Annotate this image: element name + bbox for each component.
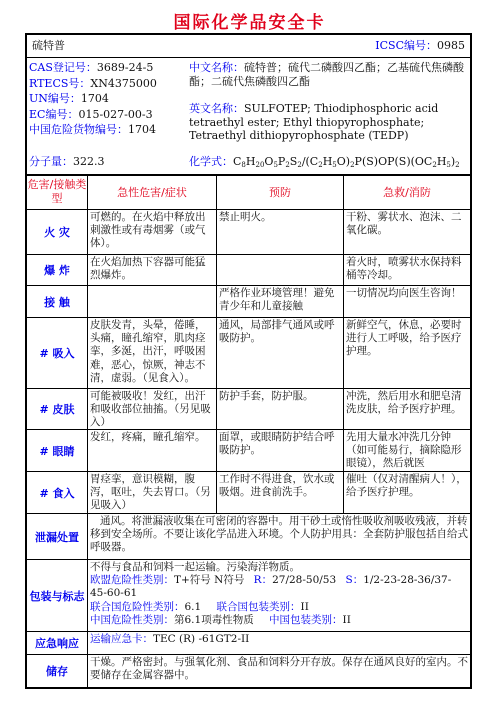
storage-type: 储存 [46,665,68,678]
pack-eu-class: 欧盟危险性类别：T+符号 N符号 R：27/28-50/53 S：1/2-23-28-36/37-45-60-61 [90,574,452,600]
row-contact-type: 接 触 [44,295,70,309]
molecular-weight: 分子量：322.3 [29,155,105,168]
identifier-list [29,61,184,137]
row-contact-prevention: 严格作业环境管理！避免青少年和儿童接触 [219,287,335,313]
chemical-formula: 化学式：$C_8H_{20}O_5P_2S_2/(C_2H_5O)_2P(S)OP(S)(OC_2H_5)_2$ [189,155,460,169]
row-skin-aid: 冲洗，然后用水和肥皂清洗皮肤，给予医疗护理。 [346,390,462,416]
chinese-name: 中文名称：硫特普；硫代二磷酸四乙酯；乙基硫代焦磷酸酯；二硫代焦磷酸四乙酯 [189,61,464,88]
row-ingestion-type: # 食入 [39,486,75,500]
card-title: 国际化学品安全卡 [173,13,326,33]
row-inhalation-type: # 吸入 [39,347,75,360]
row-inhalation-aid: 新鲜空气，休息，必要时进行人工呼吸，给予医疗护理。 [346,319,462,358]
un-number: UN编号：1704 [29,92,109,105]
pack-content [88,560,470,631]
row-skin-prevention: 防护手套，防护服。 [219,390,314,402]
icsc-number: ICSC编号：0985 [375,39,465,52]
storage-text: 干燥。严格密封。与强氧化剂、食品和饲料分开存放。保存在通风良好的室内。不要储存在金属容器中。 [90,656,468,682]
header-prevention: 预防 [269,186,291,199]
pack-line1: 不得与食品和饲料一起运输。污染海洋物质。 [90,561,300,573]
row-fire-prevention: 禁止明火。 [219,211,272,223]
row-explosion-acute: 在火焰加热下容器可能猛烈爆炸。 [90,256,206,282]
leak-type: 泄漏处置 [35,530,79,544]
row-eyes-prevention: 面罩，或眼睛防护结合呼吸防护。 [219,431,335,457]
row-eyes-type: # 眼睛 [39,444,75,458]
row-explosion-prevention [217,255,343,285]
pack-type: 包装与标志 [29,589,85,603]
row-ingestion-prevention: 工作时不得进食，饮水或吸烟。进食前洗手。 [219,473,335,499]
header-aid: 急救/消防 [383,186,431,199]
emergency-content: 运输应急卡：TEC (R) -61GT2-II [90,633,250,645]
row-explosion-type: 爆 炸 [44,264,70,277]
row-inhalation-prevention: 通风，局部排气通风或呼吸防护。 [219,319,335,345]
row-contact-aid: 一切情况均向医生咨询！ [346,287,462,299]
row-inhalation-acute: 皮肤发青，头晕，倦睡，头痛，瞳孔缩窄，肌肉痉挛，多涎，出汗，呼吸困难，恶心，惊厥，神志不清，虚弱。（见食入）。 [90,319,206,384]
row-fire-aid: 干粉、雾状水、泡沫、二氧化碳。 [346,211,462,237]
row-eyes-acute: 发红，疼痛，瞳孔缩窄。 [90,431,206,443]
row-explosion-aid: 着火时，喷雾状水保持料桶等冷却。 [346,256,462,282]
safety-card [25,33,472,689]
cn-dangerous-goods-number: 中国危险货物编号：1704 [29,123,156,136]
english-name: 英文名称：SULFOTEP; Thiodiphosphoric acid tetraethyl ester; Ethyl thiopyrophosphate; Tetraethyl dithiopyrophosphate (TEDP) [189,102,439,142]
pack-cn-class: 中国危险性类别：第6.1项毒性物质 中国包装类别：II [90,613,351,626]
row-fire-type: 火 灾 [44,226,70,239]
formula-value: $C_8H_{20}O_5P_2S_2/(C_2H_5O)_2P(S)OP(S)(OC_2H_5)_2$ [233,155,460,169]
pack-un-class: 联合国危险性类别：6.1 联合国包装类别：II [90,600,309,613]
header-type: 危害/接触类型 [27,178,87,205]
leak-text: 通风。将泄漏液收集在可密闭的容器中。用干砂土或惰性吸收剂吸收残液，并转移到安全场所。不要让该化学品进入环境。个人防护用具：全套防护服包括自给式呼吸器。 [90,515,468,554]
chemical-name: 硫特普 [32,39,65,52]
row-eyes-aid: 先用大量水冲洗几分钟（如可能易行，摘除隐形眼镜），然后就医 [346,431,462,470]
row-ingestion-acute: 胃痉挛，意识模糊，腹泻，呕吐，失去胃口。（另见吸入） [90,473,211,512]
emergency-type: 应急响应 [35,637,79,650]
cas-number: CAS登记号：3689-24-5 [29,61,154,74]
row-fire-acute: 可燃的。在火焰中释放出刺激性或有毒烟雾（或气体）。 [90,211,206,250]
row-contact-acute [88,286,216,317]
row-skin-type: # 皮肤 [39,403,75,416]
ec-number: EC编号：015-027-00-3 [29,107,153,121]
header-acute: 急性危害/症状 [117,186,187,199]
row-ingestion-aid: 催吐（仅对清醒病人！），给予医疗护理。 [346,473,467,499]
row-skin-acute: 可能被吸收！发红，出汗和吸收部位抽搐。（另见吸入） [90,390,211,429]
rtecs-number: RTECS号：XN4375000 [29,76,157,90]
